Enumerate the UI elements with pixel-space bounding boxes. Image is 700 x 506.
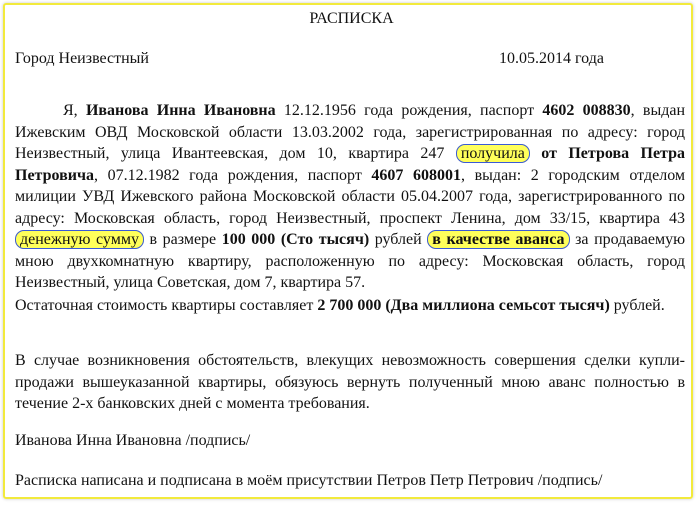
payer-name: от Петрова Петра Петровича (15, 145, 686, 184)
advance-amount: 100 000 (Сто тысяч) (221, 231, 370, 248)
payer-passport: 4607 608001 (371, 166, 462, 184)
document-title: РАСПИСКА (309, 10, 394, 27)
residual-cost-paragraph (15, 295, 685, 317)
text-segment: в размере (143, 231, 222, 248)
date-line: 10.05.2014 года (499, 50, 604, 67)
receipt-paragraph-main (15, 100, 685, 294)
text-segment: рублей. (609, 297, 665, 314)
text-segment: рублей (369, 231, 428, 248)
text-segment: Остаточная стоимость квартиры составляет (15, 297, 318, 314)
recipient-signature-line: Иванова Инна Ивановна /подпись/ (15, 432, 251, 449)
text-segment: Я, (63, 102, 86, 119)
highlight-as-advance: в качестве аванса (427, 230, 569, 249)
obligation-paragraph: В случае возникновения обстоятельств, влекущих невозможность совершения сделки купли-продажи вышеуказанной квартиры, обязуюсь вернуть полученный мною аванс полностью в течение 2-х банковских дней с момента требования. (15, 352, 685, 412)
recipient-passport: 4602 008830 (542, 102, 631, 119)
text-segment: 12.12.1956 года рождения, паспорт (275, 102, 543, 119)
residual-amount: 2 700 000 (Два миллиона семьсот тысяч) (317, 297, 610, 314)
witness-signature-line: Расписка написана и подписана в моём присутствии Петров Петр Петрович /подпись/ (15, 472, 603, 489)
text-segment: за продаваемую мною двухкомнатную квартиру, расположенную по адресу: Московская область, город Неизвестный, улица Советская, дом 7, квартира 57. (15, 231, 686, 291)
text-segment: , выдан Ижевским ОВД Московской области 13.03.2002 года, зарегистрированная по адресу: город Неизвестный, улица Ивантеевская, дом 10, квартира 247 (15, 102, 686, 162)
text-segment (530, 145, 541, 162)
text-segment: , выдан: 2 городским отделом милиции УВД Ижевского района Московской области 05.04.2007 года, зарегистрированного по адресу: Московская область, город Неизвестный, проспект Ленина, дом 33/15, квартира 43 (15, 166, 686, 227)
recipient-name: Иванова Инна Ивановна (85, 102, 276, 119)
highlight-money-sum: денежную сумму (15, 230, 144, 249)
city-line: Город Неизвестный (15, 50, 149, 67)
text-segment: , 07.12.1982 года рождения, паспорт (93, 166, 372, 184)
highlight-received: получила (456, 144, 530, 163)
